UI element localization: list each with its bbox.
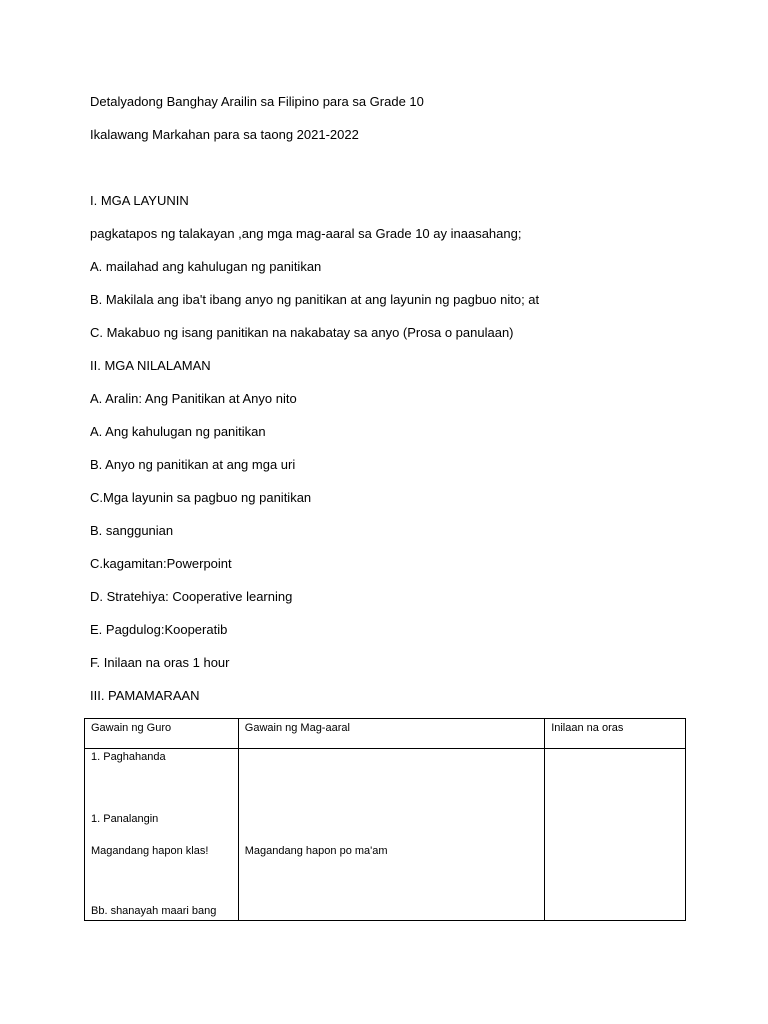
- teacher-greeting: Magandang hapon klas!: [91, 845, 209, 857]
- header-time: Inilaan na oras: [545, 719, 686, 749]
- header-student: Gawain ng Mag-aaral: [238, 719, 544, 749]
- teacher-step: 1. Paghahanda: [91, 751, 166, 763]
- teacher-substep: 1. Panalangin: [91, 813, 159, 825]
- table-row: [85, 749, 686, 921]
- time-cell: [545, 749, 686, 921]
- content-item: A. Aralin: Ang Panitikan at Anyo nito: [90, 391, 297, 406]
- student-response: Magandang hapon po ma'am: [244, 845, 388, 857]
- content-item: C.kagamitan:Powerpoint: [90, 556, 232, 571]
- teacher-call: Bb. shanayah maari bang: [91, 905, 217, 917]
- objective-item: C. Makabuo ng isang panitikan na nakabatay sa anyo (Prosa o panulaan): [90, 325, 514, 340]
- content-item: B. sanggunian: [90, 523, 174, 538]
- objectives-intro: pagkatapos ng talakayan ,ang mga mag-aaral sa Grade 10 ay inaasahang;: [90, 226, 522, 241]
- document-subtitle: Ikalawang Markahan para sa taong 2021-2022: [90, 127, 359, 142]
- content-item: B. Anyo ng panitikan at ang mga uri: [90, 457, 296, 472]
- procedure-table: [84, 718, 686, 921]
- content-item: C.Mga layunin sa pagbuo ng panitikan: [90, 490, 312, 505]
- content-item: F. Inilaan na oras 1 hour: [90, 655, 230, 670]
- section-heading-pamamaraan: III. PAMAMARAAN: [90, 688, 200, 703]
- teacher-cell: [85, 749, 239, 921]
- content-item: E. Pagdulog:Kooperatib: [90, 622, 228, 637]
- section-heading-layunin: I. MGA LAYUNIN: [90, 193, 189, 208]
- document-title: Detalyadong Banghay Arailin sa Filipino para sa Grade 10: [90, 94, 424, 109]
- table-header-row: [85, 719, 686, 749]
- objective-item: B. Makilala ang iba't ibang anyo ng panitikan at ang layunin ng pagbuo nito; at: [90, 292, 540, 307]
- student-cell: [238, 749, 544, 921]
- content-item: A. Ang kahulugan ng panitikan: [90, 424, 266, 439]
- section-heading-nilalaman: II. MGA NILALAMAN: [90, 358, 211, 373]
- content-item: D. Stratehiya: Cooperative learning: [90, 589, 293, 604]
- objective-item: A. mailahad ang kahulugan ng panitikan: [90, 259, 322, 274]
- header-teacher: Gawain ng Guro: [85, 719, 239, 749]
